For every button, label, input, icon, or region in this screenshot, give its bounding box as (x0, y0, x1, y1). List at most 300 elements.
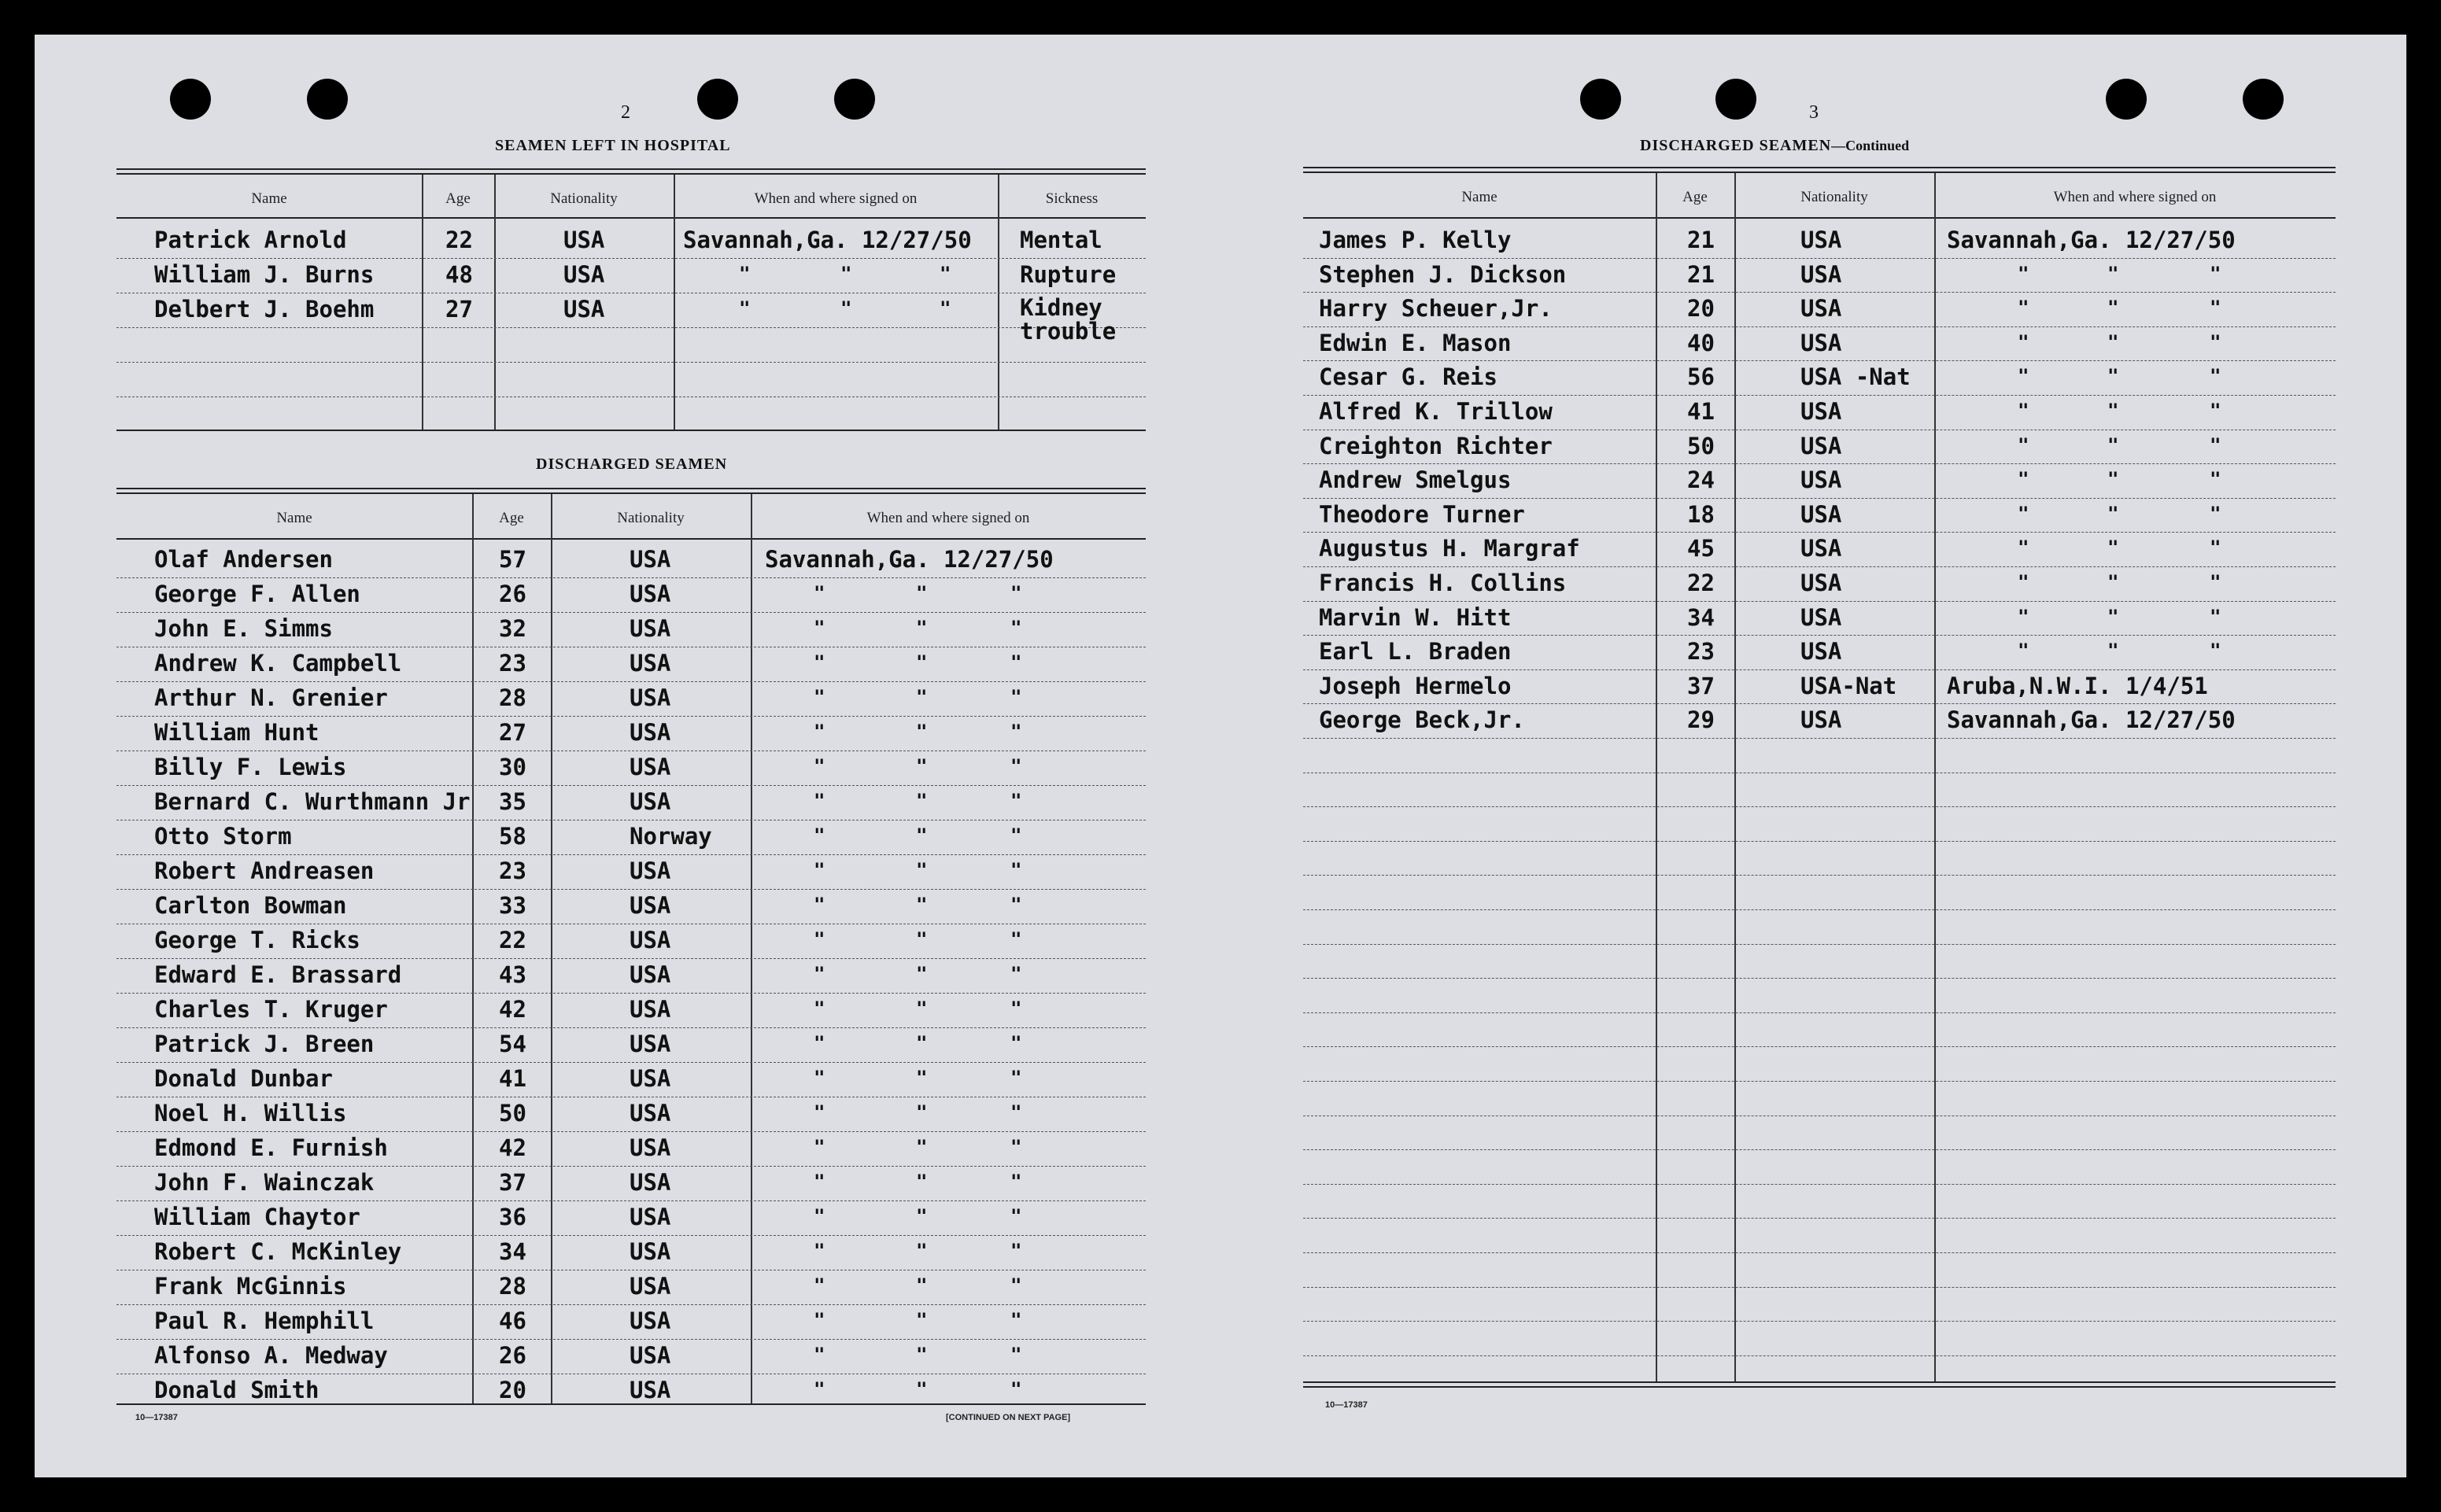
cell-name: Alfred K. Trillow (1319, 398, 1553, 425)
ditto-mark: " (814, 1032, 825, 1054)
ditto-mark: " (2210, 571, 2221, 593)
cell-name: Donald Smith (154, 1377, 319, 1403)
cell-age: 24 (1687, 467, 1715, 494)
ditto-mark: " (2018, 502, 2029, 525)
ditto-mark: " (814, 1344, 825, 1366)
cell-name: George T. Ricks (154, 927, 360, 953)
cell-age: 23 (499, 857, 526, 884)
ditto-mark: " (2107, 297, 2119, 319)
ditto-mark: " (2018, 400, 2029, 422)
column-header-age: Age (1682, 189, 1708, 205)
column-divider (998, 175, 999, 430)
row-rule (116, 993, 1146, 994)
ditto-mark: " (1010, 963, 1022, 985)
ditto-mark: " (814, 998, 825, 1020)
ditto-mark: " (1010, 651, 1022, 673)
column-header-nationality: Nationality (550, 190, 618, 207)
ditto-mark: " (814, 755, 825, 777)
cell-age: 22 (445, 227, 473, 253)
cell-nationality: USA (630, 684, 671, 711)
cell-nationality: USA (630, 1134, 671, 1161)
column-divider (674, 175, 675, 430)
ditto-mark: " (814, 1240, 825, 1262)
cell-name: Patrick Arnold (154, 227, 347, 253)
ditto-mark: " (1010, 928, 1022, 950)
ditto-mark: " (916, 1136, 928, 1158)
row-rule (1303, 1287, 2336, 1288)
ditto-mark: " (2018, 640, 2029, 662)
cell-name: Andrew Smelgus (1319, 467, 1512, 494)
cell-age: 54 (499, 1031, 526, 1057)
table-header-rule (116, 217, 1146, 219)
row-rule (1303, 1012, 2336, 1013)
ditto-mark: " (916, 998, 928, 1020)
ditto-mark: " (2107, 262, 2119, 285)
cell-age: 27 (499, 719, 526, 746)
cell-age: 32 (499, 615, 526, 642)
ditto-mark: " (916, 1101, 928, 1123)
punch-hole-icon (1715, 79, 1756, 120)
ditto-mark: " (2107, 571, 2119, 593)
cell-age: 33 (499, 892, 526, 919)
cell-nationality: USA-Nat (1800, 672, 1897, 699)
table-header-rule (116, 538, 1146, 540)
column-divider (422, 175, 423, 430)
cell-age: 22 (499, 927, 526, 953)
row-rule (1303, 909, 2336, 910)
ditto-mark: " (814, 1205, 825, 1227)
cell-nationality: USA (630, 1377, 671, 1403)
ditto-mark: " (739, 297, 751, 319)
column-header-signed: When and where signed on (754, 190, 918, 207)
row-rule (116, 1062, 1146, 1063)
cell-nationality: USA (1800, 260, 1842, 288)
ditto-mark: " (916, 1205, 928, 1227)
cell-nationality: USA (1800, 329, 1842, 356)
row-rule (1303, 1046, 2336, 1047)
cell-nationality: USA (1800, 467, 1842, 494)
ditto-mark: " (2018, 297, 2029, 319)
cell-nationality: USA (630, 1307, 671, 1334)
cell-nationality: USA (630, 1065, 671, 1092)
column-header-nationality: Nationality (617, 510, 685, 526)
ditto-mark: " (1010, 859, 1022, 881)
cell-nationality: USA (1800, 535, 1842, 562)
ditto-mark: " (1010, 1205, 1022, 1227)
cell-signed: Savannah,Ga. 12/27/50 (1947, 706, 2236, 734)
row-rule (1303, 703, 2336, 704)
continued-section-title-main: DISCHARGED SEAMEN (1640, 137, 1832, 154)
row-rule (116, 1304, 1146, 1305)
ditto-mark: " (814, 1171, 825, 1193)
ditto-mark: " (940, 263, 951, 285)
table-bottom-rule (1303, 1381, 2336, 1383)
cell-age: 42 (499, 1134, 526, 1161)
cell-age: 21 (1687, 260, 1715, 288)
cell-nationality: USA (563, 296, 605, 323)
cell-name: Arthur N. Grenier (154, 684, 388, 711)
cell-age: 58 (499, 823, 526, 850)
cell-nationality: USA (1800, 500, 1842, 528)
row-rule (116, 396, 1146, 397)
cell-nationality: USA (630, 1238, 671, 1265)
cell-nationality: USA (1800, 603, 1842, 631)
cell-nationality: USA (630, 615, 671, 642)
ditto-mark: " (814, 790, 825, 812)
cell-name: George F. Allen (154, 581, 360, 607)
row-rule (1303, 566, 2336, 567)
ditto-mark: " (2210, 365, 2221, 388)
column-divider (751, 494, 752, 1403)
cell-name: Earl L. Braden (1319, 638, 1512, 666)
punch-hole-icon (697, 79, 738, 120)
cell-name: Otto Storm (154, 823, 292, 850)
continued-section-title-suffix: —Continued (1831, 138, 1910, 153)
ditto-mark: " (916, 721, 928, 743)
ditto-mark: " (814, 1067, 825, 1089)
row-rule (1303, 326, 2336, 327)
cell-nationality: USA (630, 719, 671, 746)
cell-sickness: Mental (1020, 227, 1102, 253)
ditto-mark: " (1010, 790, 1022, 812)
cell-name: Robert Andreasen (154, 857, 375, 884)
cell-name: Augustus H. Margraf (1319, 535, 1580, 562)
table-top-rule (116, 492, 1146, 494)
ditto-mark: " (2018, 433, 2029, 456)
cell-age: 41 (499, 1065, 526, 1092)
cell-sickness: Rupture (1020, 261, 1117, 288)
cell-nationality: USA (630, 892, 671, 919)
cell-name: William Hunt (154, 719, 319, 746)
cell-nationality: USA -Nat (1800, 363, 1911, 391)
row-rule (1303, 258, 2336, 259)
cell-age: 34 (1687, 603, 1715, 631)
row-rule (116, 612, 1146, 613)
row-rule (1303, 1184, 2336, 1185)
cell-nationality: USA (630, 1273, 671, 1300)
cell-name: George Beck,Jr. (1319, 706, 1525, 734)
cell-sickness: Kidney trouble (1020, 294, 1117, 345)
ditto-mark: " (916, 1171, 928, 1193)
punch-hole-icon (834, 79, 875, 120)
row-rule (1303, 944, 2336, 945)
table-bottom-rule (1303, 1386, 2336, 1388)
ditto-mark: " (814, 721, 825, 743)
row-rule (1303, 669, 2336, 670)
row-rule (116, 1027, 1146, 1028)
ditto-mark: " (916, 1067, 928, 1089)
ditto-mark: " (916, 1344, 928, 1366)
punch-hole-icon (1580, 79, 1621, 120)
ditto-mark: " (814, 686, 825, 708)
cell-name: Donald Dunbar (154, 1065, 333, 1092)
ditto-mark: " (814, 824, 825, 846)
row-rule (116, 1131, 1146, 1132)
ditto-mark: " (2107, 537, 2119, 559)
ditto-mark: " (916, 1032, 928, 1054)
page-number-right: 3 (1809, 102, 1819, 123)
cell-name: Cesar G. Reis (1319, 363, 1497, 391)
cell-nationality: USA (1800, 227, 1842, 253)
ditto-mark: " (1010, 1136, 1022, 1158)
ditto-mark: " (1010, 1240, 1022, 1262)
ditto-mark: " (814, 963, 825, 985)
ditto-mark: " (814, 1274, 825, 1296)
cell-signed: Savannah,Ga. 12/27/50 (765, 546, 1054, 573)
column-header-name: Name (276, 510, 312, 526)
column-header-name: Name (251, 190, 287, 207)
row-rule (1303, 635, 2336, 636)
cell-nationality: USA (1800, 398, 1842, 425)
ditto-mark: " (2210, 502, 2221, 525)
ditto-mark: " (814, 859, 825, 881)
row-rule (1303, 1218, 2336, 1219)
ditto-mark: " (1010, 1344, 1022, 1366)
column-header-age: Age (445, 190, 471, 207)
row-rule (116, 1339, 1146, 1340)
cell-age: 41 (1687, 398, 1715, 425)
table-top-rule (116, 168, 1146, 170)
cell-name: Billy F. Lewis (154, 754, 347, 780)
ditto-mark: " (2210, 433, 2221, 456)
table-top-rule (1303, 171, 2336, 173)
cell-age: 56 (1687, 363, 1715, 391)
ditto-mark: " (916, 1378, 928, 1400)
row-rule (1303, 498, 2336, 499)
ditto-mark: " (916, 790, 928, 812)
ditto-mark: " (2210, 297, 2221, 319)
ditto-mark: " (814, 651, 825, 673)
cell-name: William J. Burns (154, 261, 375, 288)
cell-nationality: Norway (630, 823, 712, 850)
cell-nationality: USA (630, 961, 671, 988)
cell-age: 35 (499, 788, 526, 815)
row-rule (116, 327, 1146, 328)
cell-name: Carlton Bowman (154, 892, 347, 919)
row-rule (116, 785, 1146, 786)
cell-nationality: USA (630, 857, 671, 884)
cell-name: William Chaytor (154, 1204, 360, 1230)
row-rule (116, 1235, 1146, 1236)
row-rule (1303, 738, 2336, 739)
column-header-age: Age (499, 510, 524, 526)
ditto-mark: " (2018, 365, 2029, 388)
cell-age: 42 (499, 996, 526, 1023)
cell-nationality: USA (630, 546, 671, 573)
cell-age: 45 (1687, 535, 1715, 562)
ditto-mark: " (916, 617, 928, 639)
cell-age: 48 (445, 261, 473, 288)
ditto-mark: " (916, 894, 928, 916)
row-rule (1303, 601, 2336, 602)
ditto-mark: " (916, 755, 928, 777)
ditto-mark: " (916, 928, 928, 950)
cell-age: 26 (499, 581, 526, 607)
cell-name: Patrick J. Breen (154, 1031, 375, 1057)
cell-nationality: USA (1800, 638, 1842, 666)
cell-name: Olaf Andersen (154, 546, 333, 573)
ditto-mark: " (2210, 537, 2221, 559)
cell-name: John F. Wainczak (154, 1169, 375, 1196)
ditto-mark: " (916, 651, 928, 673)
ditto-mark: " (814, 1378, 825, 1400)
cell-age: 20 (499, 1377, 526, 1403)
table-top-rule (1303, 167, 2336, 168)
cell-age: 30 (499, 754, 526, 780)
row-rule (116, 889, 1146, 890)
row-rule (116, 820, 1146, 821)
cell-age: 22 (1687, 570, 1715, 596)
column-header-signed: When and where signed on (866, 510, 1030, 526)
cell-nationality: USA (630, 1031, 671, 1057)
cell-name: Creighton Richter (1319, 432, 1553, 459)
cell-age: 18 (1687, 500, 1715, 528)
cell-name: Paul R. Hemphill (154, 1307, 375, 1334)
table-bottom-rule (116, 1403, 1146, 1405)
continued-note: [CONTINUED ON NEXT PAGE] (946, 1413, 1071, 1422)
cell-age: 50 (1687, 432, 1715, 459)
ditto-mark: " (814, 928, 825, 950)
row-rule (1303, 292, 2336, 293)
cell-age: 23 (499, 650, 526, 677)
ditto-mark: " (1010, 1067, 1022, 1089)
row-rule (1303, 395, 2336, 396)
row-rule (116, 1166, 1146, 1167)
row-rule (1303, 360, 2336, 361)
ditto-mark: " (840, 263, 852, 285)
column-divider (551, 494, 552, 1403)
ditto-mark: " (1010, 1032, 1022, 1054)
cell-name: Robert C. McKinley (154, 1238, 402, 1265)
ditto-mark: " (1010, 721, 1022, 743)
continued-section-title (1640, 137, 1909, 155)
row-rule (1303, 806, 2336, 807)
ditto-mark: " (840, 297, 852, 319)
cell-name: Stephen J. Dickson (1319, 260, 1567, 288)
column-header-signed: When and where signed on (2053, 189, 2217, 205)
row-rule (116, 362, 1146, 363)
cell-name: Edwin E. Mason (1319, 329, 1512, 356)
punch-hole-icon (170, 79, 211, 120)
row-rule (1303, 463, 2336, 464)
ditto-mark: " (1010, 1101, 1022, 1123)
column-header-sickness: Sickness (1045, 190, 1099, 207)
ditto-mark: " (2210, 400, 2221, 422)
ditto-mark: " (1010, 617, 1022, 639)
table-top-rule (116, 488, 1146, 489)
ditto-mark: " (940, 297, 951, 319)
cell-name: Charles T. Kruger (154, 996, 388, 1023)
cell-age: 29 (1687, 706, 1715, 734)
cell-nationality: USA (630, 754, 671, 780)
cell-name: Noel H. Willis (154, 1100, 347, 1127)
row-rule (1303, 1149, 2336, 1150)
cell-name: Delbert J. Boehm (154, 296, 375, 323)
cell-name: Harry Scheuer,Jr. (1319, 295, 1553, 323)
cell-signed: Aruba,N.W.I. 1/4/51 (1947, 672, 2208, 699)
row-rule (1303, 1321, 2336, 1322)
cell-nationality: USA (630, 927, 671, 953)
cell-name: Edward E. Brassard (154, 961, 402, 988)
cell-name: Theodore Turner (1319, 500, 1525, 528)
cell-nationality: USA (630, 581, 671, 607)
cell-nationality: USA (630, 788, 671, 815)
cell-nationality: USA (1800, 432, 1842, 459)
table-header-rule (1303, 217, 2336, 219)
cell-nationality: USA (630, 996, 671, 1023)
cell-age: 36 (499, 1204, 526, 1230)
ditto-mark: " (2107, 502, 2119, 525)
cell-nationality: USA (630, 1204, 671, 1230)
cell-nationality: USA (630, 1342, 671, 1369)
row-rule (1303, 532, 2336, 533)
document-page-spread (35, 35, 2406, 1477)
cell-name: Frank McGinnis (154, 1273, 347, 1300)
row-rule (116, 958, 1146, 959)
ditto-mark: " (2107, 605, 2119, 628)
ditto-mark: " (2107, 468, 2119, 491)
column-divider (472, 494, 474, 1403)
row-rule (116, 681, 1146, 682)
ditto-mark: " (2018, 571, 2029, 593)
ditto-mark: " (2107, 330, 2119, 353)
cell-nationality: USA (630, 650, 671, 677)
row-rule (116, 854, 1146, 855)
cell-age: 27 (445, 296, 473, 323)
ditto-mark: " (1010, 998, 1022, 1020)
row-rule (116, 1200, 1146, 1201)
ditto-mark: " (2018, 330, 2029, 353)
ditto-mark: " (2018, 605, 2029, 628)
cell-nationality: USA (1800, 570, 1842, 596)
row-rule (1303, 1081, 2336, 1082)
cell-nationality: USA (563, 261, 605, 288)
page-number-left: 2 (621, 102, 630, 123)
cell-name: Bernard C. Wurthmann Jr (154, 788, 471, 815)
cell-signed: Savannah,Ga. 12/27/50 (1947, 227, 2236, 253)
ditto-mark: " (1010, 1171, 1022, 1193)
punch-hole-icon (2106, 79, 2147, 120)
cell-name: Francis H. Collins (1319, 570, 1567, 596)
ditto-mark: " (814, 1309, 825, 1331)
ditto-mark: " (2018, 537, 2029, 559)
ditto-mark: " (1010, 686, 1022, 708)
ditto-mark: " (916, 859, 928, 881)
column-header-name: Name (1461, 189, 1497, 205)
row-rule (116, 258, 1146, 259)
cell-name: Joseph Hermelo (1319, 672, 1512, 699)
ditto-mark: " (916, 963, 928, 985)
ditto-mark: " (1010, 1378, 1022, 1400)
ditto-mark: " (916, 582, 928, 604)
column-divider (1656, 173, 1657, 1381)
cell-age: 28 (499, 684, 526, 711)
table-top-rule (116, 173, 1146, 175)
cell-nationality: USA (1800, 295, 1842, 323)
ditto-mark: " (916, 1309, 928, 1331)
ditto-mark: " (1010, 894, 1022, 916)
form-number-right: 10—17387 (1325, 1400, 1368, 1410)
ditto-mark: " (2107, 365, 2119, 388)
cell-age: 20 (1687, 295, 1715, 323)
cell-name: James P. Kelly (1319, 227, 1512, 253)
ditto-mark: " (814, 1136, 825, 1158)
cell-age: 46 (499, 1307, 526, 1334)
ditto-mark: " (814, 582, 825, 604)
cell-age: 23 (1687, 638, 1715, 666)
column-divider (494, 175, 496, 430)
column-divider (1934, 173, 1936, 1381)
